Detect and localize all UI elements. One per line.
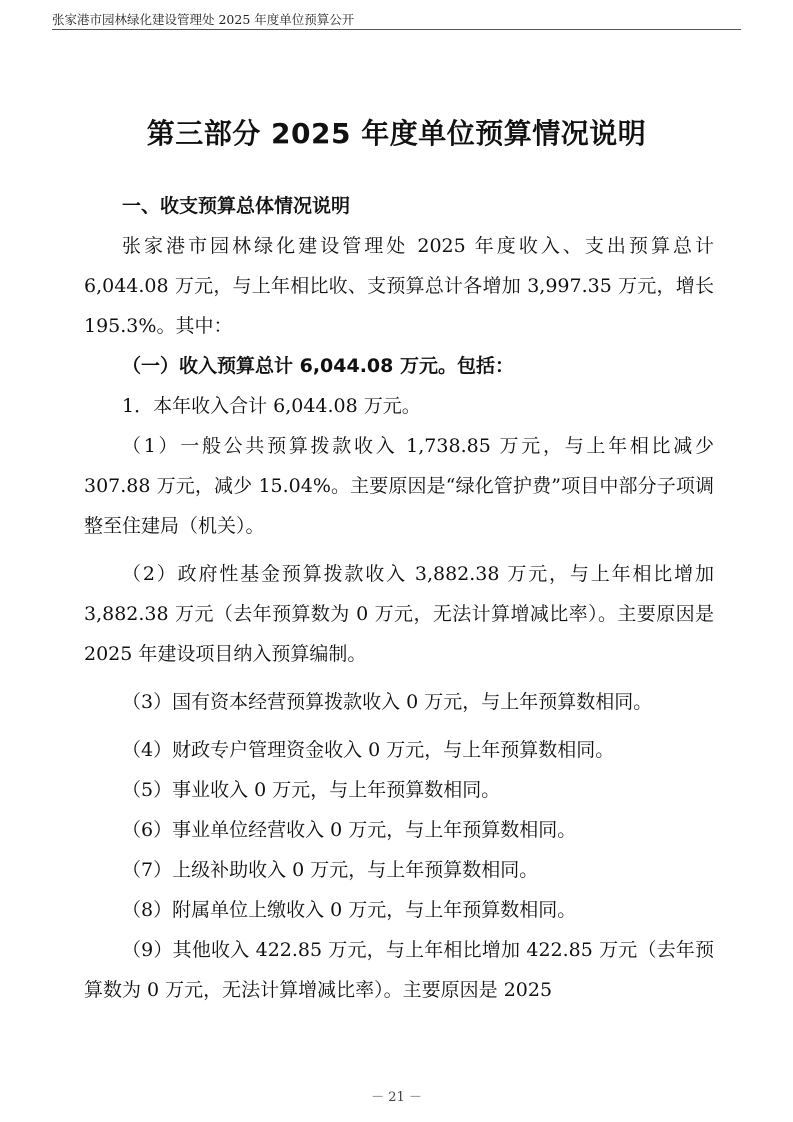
income-item: （9）其他收入 422.85 万元，与上年相比增加 422.85 万元（去年预算数为 0 万元，无法计算增减比率）。主要原因是 2025 xyxy=(84,939,714,1001)
page-number: － 21 － xyxy=(371,1090,422,1105)
header-divider xyxy=(52,29,741,30)
page-title: 第三部分 2025 年度单位预算情况说明 xyxy=(146,117,647,150)
income-item: （3）国有资本经营预算拨款收入 0 万元，与上年预算数相同。 xyxy=(122,691,653,713)
income-item: （2）政府性基金预算拨款收入 3,882.38 万元，与上年相比增加 3,882.38 万元（去年预算数为 0 万元，无法计算增减比率）。主要原因是 2025 年建设项目纳入预算编制。 xyxy=(84,563,714,665)
income-subtotal: 1．本年收入合计 6,044.08 万元。 xyxy=(122,395,421,417)
income-item: （1）一般公共预算拨款收入 1,738.85 万元，与上年相比减少 307.88 万元，减少 15.04%。主要原因是“绿化管护费”项目中部分子项调整至住建局（机关）。 xyxy=(84,435,714,537)
running-header: 张家港市园林绿化建设管理处 2025 年度单位预算公开 xyxy=(52,12,355,27)
income-item: （4）财政专户管理资金收入 0 万元，与上年预算数相同。 xyxy=(122,739,615,761)
income-item: （5）事业收入 0 万元，与上年预算数相同。 xyxy=(122,779,501,801)
income-heading: （一）收入预算总计 6,044.08 万元。包括： xyxy=(122,355,514,377)
income-item: （7）上级补助收入 0 万元，与上年预算数相同。 xyxy=(122,859,539,881)
intro-paragraph: 张家港市园林绿化建设管理处 2025 年度收入、支出预算总计 6,044.08 万元，与上年相比收、支预算总计各增加 3,997.35 万元，增长 195.3%。其中： xyxy=(84,235,714,337)
income-item: （8）附属单位上缴收入 0 万元，与上年预算数相同。 xyxy=(122,899,577,921)
income-item: （6）事业单位经营收入 0 万元，与上年预算数相同。 xyxy=(122,819,577,841)
document-body xyxy=(84,186,714,1010)
section-heading: 一、收支预算总体情况说明 xyxy=(122,195,351,217)
